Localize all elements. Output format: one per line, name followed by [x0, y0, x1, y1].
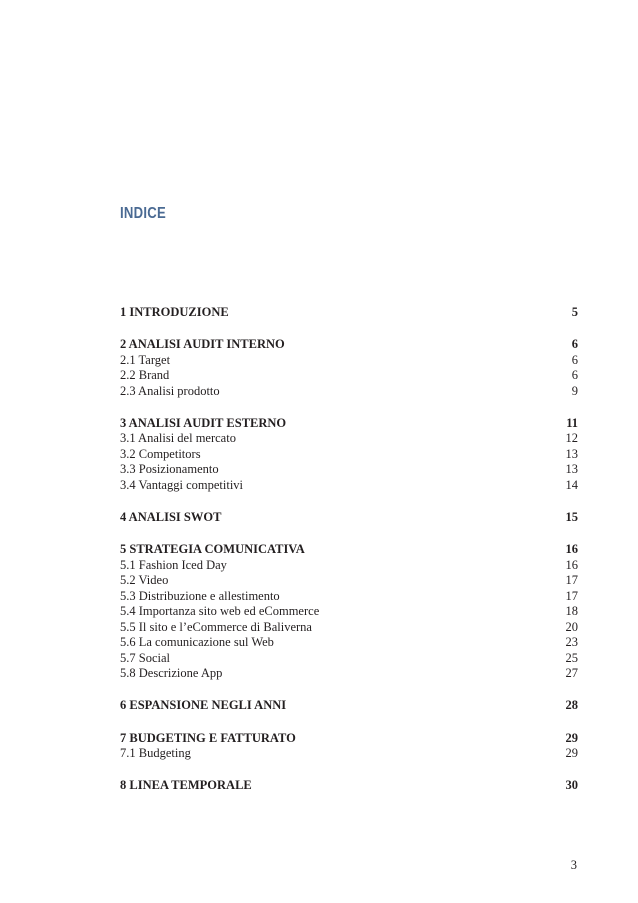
- toc-entry-label: 7 BUDGETING E FATTURATO: [120, 730, 296, 745]
- table-of-contents: [120, 305, 578, 811]
- toc-entry-page: 20: [565, 619, 578, 634]
- toc-entry-label: 7.1 Budgeting: [120, 746, 191, 761]
- toc-entry-page: 29: [565, 746, 578, 761]
- toc-chapter-entry[interactable]: [120, 510, 578, 526]
- toc-subsection-entry[interactable]: [120, 431, 578, 447]
- toc-entry-page: 6: [571, 337, 578, 352]
- toc-entry-label: 3.4 Vantaggi competitivi: [120, 477, 244, 492]
- toc-entry-page: 17: [565, 573, 578, 588]
- toc-entry-label: 3 ANALISI AUDIT ESTERNO: [120, 415, 287, 430]
- toc-entry-page: 16: [565, 557, 578, 572]
- toc-section: [120, 778, 578, 794]
- toc-entry-page: 12: [565, 431, 578, 446]
- toc-entry-page: 28: [565, 698, 578, 713]
- toc-subsection-entry[interactable]: [120, 558, 578, 574]
- toc-chapter-entry[interactable]: [120, 731, 578, 747]
- toc-entry-page: 9: [571, 383, 578, 398]
- toc-entry-page: 23: [565, 635, 578, 650]
- toc-subsection-entry[interactable]: [120, 384, 578, 400]
- toc-entry-page: 29: [565, 730, 578, 745]
- toc-subsection-entry[interactable]: [120, 746, 578, 762]
- toc-entry-page: 6: [571, 352, 578, 367]
- toc-entry-label: 5.8 Descrizione App: [120, 666, 223, 681]
- toc-section: [120, 416, 578, 494]
- toc-entry-label: 8 LINEA TEMPORALE: [120, 778, 252, 793]
- page-title: INDICE: [120, 205, 166, 222]
- toc-chapter-entry[interactable]: [120, 305, 578, 321]
- toc-entry-page: 11: [566, 415, 578, 430]
- toc-entry-label: 2 ANALISI AUDIT INTERNO: [120, 337, 285, 352]
- toc-entry-page: 13: [565, 446, 578, 461]
- toc-subsection-entry[interactable]: [120, 573, 578, 589]
- toc-subsection-entry[interactable]: [120, 604, 578, 620]
- toc-subsection-entry[interactable]: [120, 651, 578, 667]
- toc-section: [120, 731, 578, 762]
- toc-subsection-entry[interactable]: [120, 447, 578, 463]
- toc-chapter-entry[interactable]: [120, 778, 578, 794]
- toc-entry-page: 30: [565, 778, 578, 793]
- toc-chapter-entry[interactable]: [120, 698, 578, 714]
- toc-entry-label: 3.2 Competitors: [120, 446, 201, 461]
- toc-entry-label: 5.1 Fashion Iced Day: [120, 557, 227, 572]
- toc-entry-label: 5.4 Importanza sito web ed eCommerce: [120, 604, 320, 619]
- toc-entry-label: 2.1 Target: [120, 352, 171, 367]
- toc-section: [120, 510, 578, 526]
- toc-entry-label: 5.5 Il sito e l’eCommerce di Baliverna: [120, 619, 312, 634]
- toc-entry-page: 13: [565, 462, 578, 477]
- toc-subsection-entry[interactable]: [120, 368, 578, 384]
- toc-section: [120, 337, 578, 399]
- toc-entry-label: 5.3 Distribuzione e allestimento: [120, 588, 280, 603]
- page-number: 3: [570, 858, 577, 872]
- toc-subsection-entry[interactable]: [120, 462, 578, 478]
- toc-entry-label: 5.7 Social: [120, 650, 170, 665]
- toc-entry-label: 1 INTRODUZIONE: [120, 305, 229, 319]
- toc-entry-label: 2.2 Brand: [120, 368, 170, 383]
- toc-chapter-entry[interactable]: [120, 542, 578, 558]
- toc-subsection-entry[interactable]: [120, 353, 578, 369]
- toc-section: [120, 305, 578, 321]
- toc-entry-label: 5.6 La comunicazione sul Web: [120, 635, 274, 650]
- toc-entry-label: 2.3 Analisi prodotto: [120, 383, 220, 398]
- toc-entry-page: 17: [565, 588, 578, 603]
- toc-entry-label: 3.1 Analisi del mercato: [120, 431, 236, 446]
- toc-chapter-entry[interactable]: [120, 337, 578, 353]
- toc-entry-page: 27: [565, 666, 578, 681]
- toc-entry-page: 6: [571, 368, 578, 383]
- toc-entry-label: 4 ANALISI SWOT: [120, 510, 222, 525]
- toc-entry-label: 5.2 Video: [120, 573, 169, 588]
- toc-subsection-entry[interactable]: [120, 620, 578, 636]
- toc-entry-label: 5 STRATEGIA COMUNICATIVA: [120, 542, 305, 557]
- toc-entry-page: 15: [565, 510, 578, 525]
- toc-chapter-entry[interactable]: [120, 416, 578, 432]
- toc-subsection-entry[interactable]: [120, 589, 578, 605]
- toc-section: [120, 542, 578, 682]
- toc-entry-label: 3.3 Posizionamento: [120, 462, 219, 477]
- toc-subsection-entry[interactable]: [120, 666, 578, 682]
- toc-subsection-entry[interactable]: [120, 635, 578, 651]
- toc-entry-page: 25: [565, 650, 578, 665]
- toc-entry-page: 18: [565, 604, 578, 619]
- toc-entry-page: 14: [565, 477, 578, 492]
- toc-entry-page: 5: [571, 305, 578, 319]
- toc-section: [120, 698, 578, 714]
- toc-entry-label: 6 ESPANSIONE NEGLI ANNI: [120, 698, 287, 713]
- toc-entry-page: 16: [565, 542, 578, 557]
- toc-subsection-entry[interactable]: [120, 478, 578, 494]
